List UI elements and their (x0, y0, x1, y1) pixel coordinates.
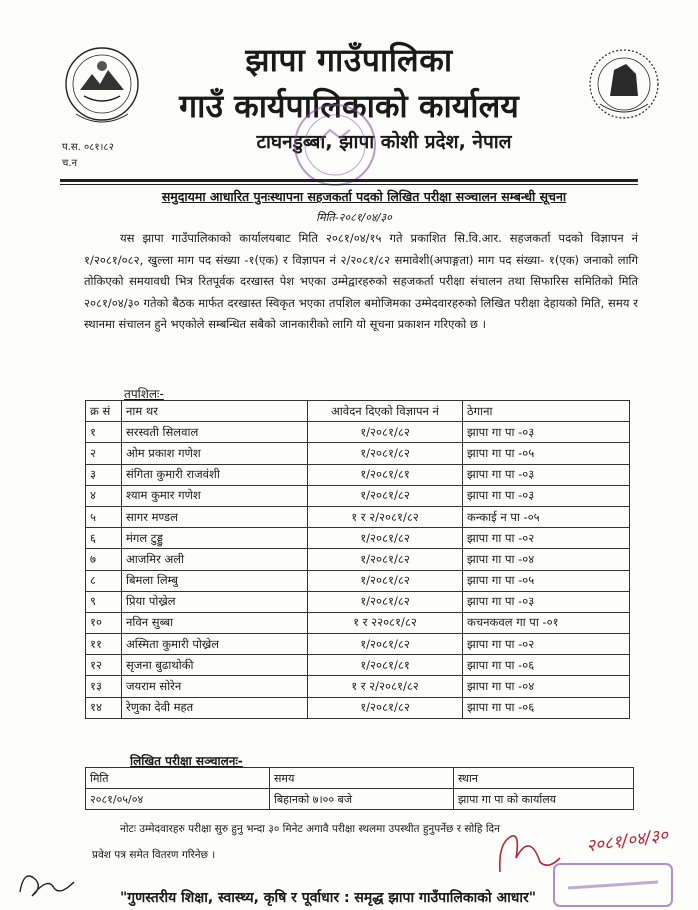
candidate-address: झापा गा पा -०६ (463, 655, 630, 676)
notice-paragraph: यस झापा गाउँपालिकाको कार्यालयबाट मिति २०८१/०४/१५ गते प्रकाशित सि.वि.आर. सहजकर्ता पदको विज्ञापन नं १/२०८१/०८२, खुल्ला माग पद संख्या -१(एक) र विज्ञापन नं २/२०८१/८२ समावेशी(अपाङ्गता) माग पद संख्या- १(एक) जनाको लागि तोकिएको समयावधी भित्र रितपूर्वक दरखास्त पेश भएका उम्मेद्वारहरुको सहजकर्ता परीक्षा संचालन तथा सिफारिस समितिको मिति २०८१/०४/३० गतेको बैठक मार्फत दरखास्त स्विकृत भएका तपशिल बमोजिमका उम्मेदवारहरुको लिखित परीक्षा देहायको मिति, समय र स्थानमा संचालन हुने भएकोले सम्बन्धित सबैको जानकारीको लागि यो सूचना प्रकाशन गरिएको छ । (84, 231, 638, 331)
candidate-address: झापा गा पा -०२ (463, 634, 630, 655)
candidate-name: ओम प्रकाश गणेश (122, 443, 308, 464)
advertisement-number: १/२०८१/८१ (308, 655, 463, 676)
candidate-name: श्याम कुमार गणेश (122, 485, 308, 506)
candidate-name: सागर मण्डल (122, 506, 308, 527)
table-row (86, 789, 634, 810)
note-line: प्रवेश पत्र समेत वितरण गरिनेछ । (92, 849, 216, 861)
column-header: आवेदन दिएको विज्ञापन नं (308, 401, 463, 422)
column-header: स्थान (454, 768, 634, 789)
table-row (86, 697, 630, 718)
serial-number: ३ (86, 464, 122, 485)
candidate-address: झापा गा पा -०५ (463, 443, 630, 464)
notice-subject (0, 188, 698, 205)
candidate-address: झापा गा पा -०३ (463, 422, 630, 443)
municipality-name: झापा गाउँपालिका (245, 41, 453, 79)
candidate-address: कन्काई न पा -०५ (463, 506, 630, 527)
left-signature-icon (14, 862, 84, 906)
table-header-row (86, 768, 634, 789)
candidate-name: आजमिर अली (122, 549, 308, 570)
candidate-name: सरस्वती सिलवाल (122, 422, 308, 443)
table-row (86, 612, 630, 633)
candidate-address: झापा गा पा -०२ (463, 528, 630, 549)
candidate-name: मंगल टुड्डु (122, 528, 308, 549)
exam-time: बिहानको ७।०० बजे (270, 789, 454, 810)
advertisement-number: १ र २२०८१/८२ (308, 612, 463, 633)
candidate-address: झापा गा पा -०४ (463, 549, 630, 570)
reference-block (62, 140, 114, 172)
candidates-heading: तपशिलः- (124, 387, 164, 401)
candidate-name: सृजना बुढाथोकी (122, 655, 308, 676)
footer-slogan: "गुणस्तरीय शिक्षा, स्वास्थ्य, कृषि र पूर्वाधार : समृद्ध झापा गाउँपालिकाको आधार" (120, 890, 537, 906)
candidate-address: कचनकवल गा पा -०१ (463, 612, 630, 633)
candidate-name: अस्मिता कुमारी पोख्रेल (122, 634, 308, 655)
table-row (86, 591, 630, 612)
advertisement-number: १/२०८१/८२ (308, 591, 463, 612)
exam-date: २०८१/०५/०४ (86, 789, 270, 810)
office-address: टाघनडुब्बा, झापा कोशी प्रदेश, नेपाल (256, 131, 512, 153)
advertisement-number: १/२०८१/८२ (308, 697, 463, 718)
exam-schedule-table (85, 767, 634, 810)
advertisement-number: १/२०८१/८२ (308, 634, 463, 655)
column-header: क्र सं (86, 401, 122, 422)
advertisement-number: १/२०८१/८२ (308, 485, 463, 506)
notice-subject-text: समुदायमा आधारित पुनःस्थापना सहजकर्ता पदको लिखित परीक्षा सञ्चालन सम्बन्धी सूचना (161, 189, 567, 204)
serial-number: १२ (86, 655, 122, 676)
table-row (86, 549, 630, 570)
exam-venue: झापा गा पा को कार्यालय (454, 789, 634, 810)
column-header: नाम थर (122, 401, 308, 422)
advertisement-number: १/२०८१/८२ (308, 549, 463, 570)
exam-heading: लिखित परीक्षा सञ्चालनः- (130, 754, 243, 768)
candidate-table (85, 400, 630, 719)
office-name: गाउँ कार्यपालिकाको कार्यालय (179, 87, 519, 125)
advertisement-number: १ र २/२०८१/८२ (308, 676, 463, 697)
candidate-name: प्रिया पोख्रेल (122, 591, 308, 612)
advertisement-number: १/२०८१/८२ (308, 570, 463, 591)
serial-number: ९ (86, 591, 122, 612)
serial-number: ७ (86, 549, 122, 570)
serial-number: ६ (86, 528, 122, 549)
candidate-name: बिमला लिम्बु (122, 570, 308, 591)
serial-number: ११ (86, 634, 122, 655)
column-header: ठेगाना (463, 401, 630, 422)
table-row (86, 443, 630, 464)
column-header: मिति (86, 768, 270, 789)
reference-number: प.स. ०८१।८२ (62, 142, 114, 153)
serial-number: १४ (86, 697, 122, 718)
advertisement-number: १ र २/२०८१/८२ (308, 506, 463, 527)
serial-number: १ (86, 422, 122, 443)
candidate-name: रेणुका देवी महत (122, 697, 308, 718)
advertisement-number: १/२०८१/८२ (308, 443, 463, 464)
candidate-name: जयराम सोरेन (122, 676, 308, 697)
table-row (86, 655, 630, 676)
dispatch-number: च.न (62, 158, 78, 169)
candidate-name: नविन सुब्बा (122, 612, 308, 633)
table-row (86, 634, 630, 655)
candidate-address: झापा गा पा -०३ (463, 591, 630, 612)
candidate-address: झापा गा पा -०३ (463, 464, 630, 485)
table-row (86, 528, 630, 549)
advertisement-number: १/२०८१/८१ (308, 464, 463, 485)
header-divider-thin (60, 184, 638, 185)
advertisement-number: १/२०८१/८२ (308, 528, 463, 549)
notice-date: मिति-२०८१/०४/३० (316, 211, 392, 224)
column-header: समय (270, 768, 454, 789)
signature-date: २०८१/०४/३० (585, 825, 670, 857)
serial-number: १३ (86, 676, 122, 697)
table-header-row (86, 401, 630, 422)
table-row (86, 485, 630, 506)
candidate-name: संगिता कुमारी राजवंशी (122, 464, 308, 485)
table-row (86, 464, 630, 485)
note-line: नोटः उम्मेदवारहरु परीक्षा सुरु हुनु भन्दा ३० मिनेट अगावै परीक्षा स्थलमा उपस्थीत हुनुपर्नेछ र सोहि दिन (120, 823, 500, 835)
candidate-address: झापा गा पा -०६ (463, 697, 630, 718)
serial-number: ५ (86, 506, 122, 527)
table-row (86, 506, 630, 527)
header-divider (60, 179, 638, 182)
chief-stamp-icon (548, 858, 678, 910)
table-row (86, 422, 630, 443)
candidate-address: झापा गा पा -०३ (463, 485, 630, 506)
serial-number: ४ (86, 485, 122, 506)
office-stamp-icon (290, 100, 380, 190)
candidate-address: झापा गा पा -०५ (463, 570, 630, 591)
notice-body (84, 228, 638, 336)
table-row (86, 570, 630, 591)
candidate-address: झापा गा पा -०४ (463, 676, 630, 697)
table-row (86, 676, 630, 697)
advertisement-number: १/२०८१/८२ (308, 422, 463, 443)
serial-number: २ (86, 443, 122, 464)
serial-number: ८ (86, 570, 122, 591)
serial-number: १० (86, 612, 122, 633)
